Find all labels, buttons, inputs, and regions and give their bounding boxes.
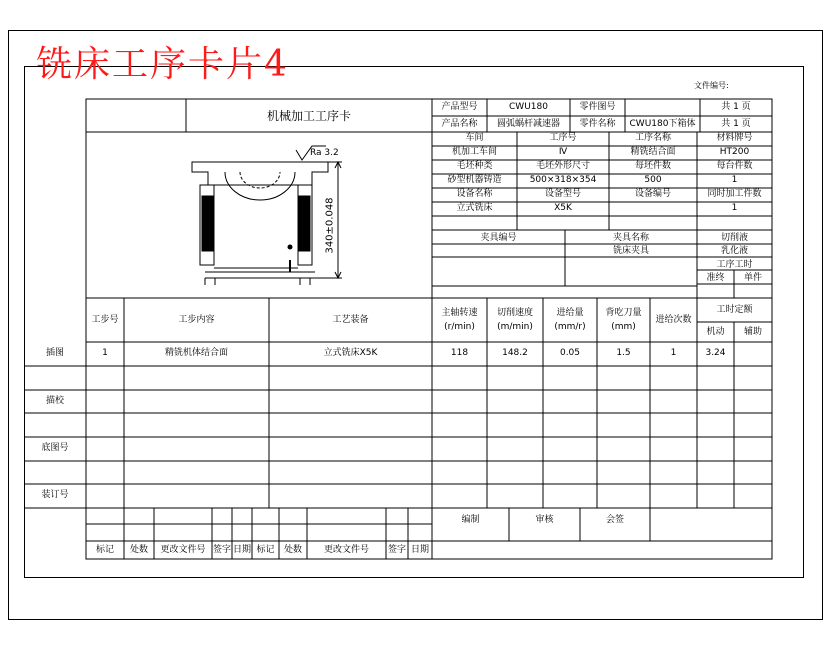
info-cell: 机加工车间 bbox=[451, 147, 497, 157]
col-equipment: 工艺装备 bbox=[332, 315, 369, 325]
rev-count-2: 处数 bbox=[283, 545, 302, 555]
sign-compile: 编制 bbox=[461, 515, 480, 525]
product-model-label: 产品型号 bbox=[441, 102, 478, 112]
fixture-name: 铣床夹具 bbox=[612, 246, 649, 256]
info-cell: 设备名称 bbox=[456, 189, 493, 199]
col-feed-unit: (mm/r) bbox=[554, 322, 586, 332]
col-spindle-unit: (r/min) bbox=[444, 322, 475, 332]
info-cell: 毛坯外形尺寸 bbox=[535, 161, 590, 171]
row-machine: 3.24 bbox=[705, 348, 726, 358]
part-name-label: 零件名称 bbox=[579, 119, 616, 129]
page-title: 铣床工序卡片4 bbox=[36, 44, 289, 85]
rev-mark-2: 标记 bbox=[256, 545, 275, 555]
sign-countersign: 会签 bbox=[605, 515, 624, 525]
part-name: CWU180下箱体 bbox=[629, 119, 696, 129]
info-cell: 工序名称 bbox=[634, 133, 671, 143]
part-drawing-no-label: 零件图号 bbox=[579, 102, 616, 112]
info-cell: 车间 bbox=[465, 133, 484, 143]
col-cut-speed: 切削速度 bbox=[496, 308, 533, 318]
info-cell: 每台件数 bbox=[716, 161, 753, 171]
col-aux-time: 辅助 bbox=[743, 327, 762, 337]
info-cell: 工序号 bbox=[549, 133, 577, 143]
info-cell: 500 bbox=[644, 175, 662, 185]
info-cell: 精铣结合面 bbox=[630, 147, 676, 157]
info-cell: 设备型号 bbox=[544, 189, 581, 199]
col-step-content: 工步内容 bbox=[178, 315, 215, 325]
row-passes: 1 bbox=[670, 348, 677, 358]
info-cell: X5K bbox=[554, 203, 572, 213]
col-cut-unit: (m/min) bbox=[497, 322, 533, 332]
info-cell: 500×318×354 bbox=[529, 175, 597, 185]
col-depth-unit: (mm) bbox=[611, 322, 636, 332]
info-cell: 设备编号 bbox=[634, 189, 671, 199]
side-label-base-drawing: 底图号 bbox=[41, 443, 69, 453]
rev-sign-1: 签字 bbox=[212, 545, 231, 555]
info-cell: 材料牌号 bbox=[716, 133, 753, 143]
info-cell: Ⅳ bbox=[558, 147, 568, 157]
col-machine-time: 机动 bbox=[706, 327, 725, 337]
side-label-binding: 装订号 bbox=[41, 490, 69, 500]
row-speed: 118 bbox=[450, 348, 469, 358]
fixture-name-label: 夹具名称 bbox=[612, 233, 649, 243]
col-feed: 进给量 bbox=[556, 308, 584, 318]
product-model: CWU180 bbox=[509, 102, 548, 112]
coolant-label: 切削液 bbox=[720, 233, 748, 243]
col-passes: 进给次数 bbox=[655, 315, 692, 325]
sign-review: 审核 bbox=[535, 515, 554, 525]
time-label: 工序工时 bbox=[716, 260, 753, 270]
rev-date-1: 日期 bbox=[232, 545, 251, 555]
side-label-trace-check: 描校 bbox=[45, 396, 64, 406]
rev-docno-1: 更改文件号 bbox=[160, 545, 206, 555]
total-pages: 共 1 页 bbox=[721, 102, 751, 112]
info-cell: 毛坯种类 bbox=[456, 161, 493, 171]
page-no: 共 1 页 bbox=[721, 119, 751, 129]
setup-label: 准终 bbox=[706, 273, 725, 283]
row-feed: 0.05 bbox=[559, 348, 581, 358]
info-cell: HT200 bbox=[719, 147, 750, 157]
product-name: 圆弧蜗杆减速器 bbox=[496, 119, 560, 129]
roughness-label: Ra 3.2 bbox=[310, 148, 339, 158]
side-label-illustration: 插图 bbox=[45, 348, 64, 358]
unit-label: 单件 bbox=[743, 273, 762, 283]
info-cell: 1 bbox=[731, 203, 738, 213]
row-content: 精铣机体结合面 bbox=[164, 348, 228, 358]
rev-count-1: 处数 bbox=[129, 545, 148, 555]
doc-number-label: 文件编号: bbox=[694, 81, 729, 90]
info-cell: 1 bbox=[731, 175, 738, 185]
row-equipment: 立式铣床X5K bbox=[323, 348, 378, 358]
info-cell: 立式铣床 bbox=[456, 203, 493, 213]
rev-date-2: 日期 bbox=[410, 545, 429, 555]
card-title: 机械加工工序卡 bbox=[266, 109, 351, 123]
rev-sign-2: 签字 bbox=[387, 545, 406, 555]
row-cut: 148.2 bbox=[502, 348, 528, 358]
part-drawing bbox=[192, 146, 342, 285]
col-depth: 背吃刀量 bbox=[605, 308, 642, 318]
info-cell: 同时加工件数 bbox=[707, 189, 762, 199]
coolant: 乳化液 bbox=[720, 246, 748, 256]
col-time-quota: 工时定额 bbox=[716, 305, 753, 315]
rev-docno-2: 更改文件号 bbox=[323, 545, 369, 555]
info-cell: 每坯件数 bbox=[634, 161, 671, 171]
col-step-no: 工步号 bbox=[91, 315, 119, 325]
info-cell: 砂型机器铸造 bbox=[447, 175, 502, 185]
row-depth: 1.5 bbox=[616, 348, 631, 358]
rev-mark-1: 标记 bbox=[95, 545, 114, 555]
col-spindle-speed: 主轴转速 bbox=[441, 308, 478, 318]
row-step: 1 bbox=[102, 348, 108, 358]
fixture-no-label: 夹具编号 bbox=[480, 233, 517, 243]
dimension-label: 340±0.048 bbox=[324, 197, 336, 254]
product-name-label: 产品名称 bbox=[441, 119, 478, 129]
